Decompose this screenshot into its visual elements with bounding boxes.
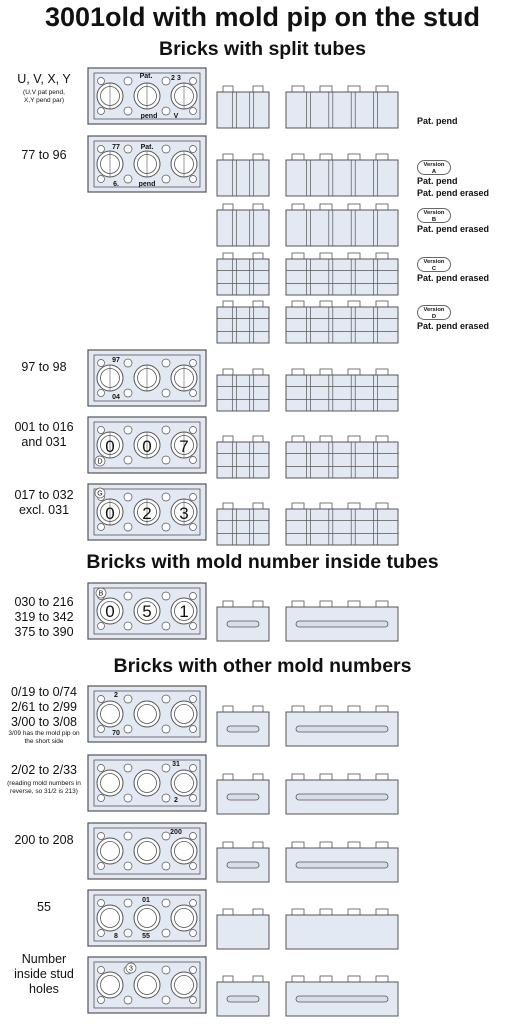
mold-slot bbox=[296, 862, 388, 868]
side-stud bbox=[292, 706, 304, 712]
side-stud bbox=[376, 976, 388, 982]
corner-stud bbox=[190, 457, 197, 464]
row-label: U, V, X, Y (U,V pat pend, X,Y pend par) bbox=[17, 72, 71, 104]
side-stud bbox=[292, 436, 304, 442]
corner-stud bbox=[190, 765, 197, 772]
side-stud bbox=[253, 369, 263, 375]
row-label: 030 to 216 319 to 342 375 to 390 bbox=[14, 595, 74, 639]
side-stud bbox=[292, 976, 304, 982]
small-stud bbox=[124, 456, 132, 464]
corner-stud bbox=[98, 427, 105, 434]
side-stud bbox=[292, 369, 304, 375]
brick-top-view bbox=[88, 823, 206, 879]
corner-stud bbox=[98, 524, 105, 531]
brick-long-side bbox=[286, 259, 398, 295]
side-stud bbox=[376, 253, 388, 259]
brick-top-view bbox=[88, 755, 206, 811]
small-stud bbox=[162, 426, 170, 434]
corner-stud bbox=[98, 390, 105, 397]
brick-long-side bbox=[286, 915, 398, 949]
small-stud bbox=[162, 899, 170, 907]
mold-mark: V bbox=[173, 113, 179, 120]
corner-stud bbox=[190, 967, 197, 974]
side-stud bbox=[348, 436, 360, 442]
mold-mark: 6. bbox=[113, 181, 119, 188]
brick-short-side bbox=[217, 259, 269, 295]
mold-number: 0 bbox=[105, 504, 115, 523]
note: Pat. pend bbox=[417, 116, 458, 126]
side-stud bbox=[320, 253, 332, 259]
small-stud bbox=[162, 695, 170, 703]
side-stud bbox=[320, 774, 332, 780]
corner-stud bbox=[190, 833, 197, 840]
tube-outer bbox=[97, 770, 123, 796]
small-stud bbox=[162, 832, 170, 840]
side-stud bbox=[253, 204, 263, 210]
side-stud bbox=[292, 601, 304, 607]
small-stud bbox=[162, 622, 170, 630]
brick-short-side bbox=[217, 509, 269, 545]
small-stud bbox=[162, 592, 170, 600]
side-stud bbox=[376, 86, 388, 92]
small-stud bbox=[162, 725, 170, 733]
corner-stud bbox=[190, 863, 197, 870]
row-label: 017 to 032 excl. 031 bbox=[14, 488, 74, 517]
row-label: 001 to 016 and 031 bbox=[14, 420, 74, 449]
small-stud bbox=[124, 695, 132, 703]
corner-stud bbox=[190, 900, 197, 907]
small-stud bbox=[162, 966, 170, 974]
mold-mark: 200 bbox=[170, 829, 182, 836]
side-stud bbox=[348, 503, 360, 509]
mold-slot bbox=[227, 794, 259, 800]
mold-slot bbox=[227, 862, 259, 868]
side-stud bbox=[376, 369, 388, 375]
mold-number: 0 bbox=[105, 602, 115, 621]
mold-mark: 70 bbox=[112, 730, 120, 737]
mold-mark: Pat. bbox=[139, 73, 153, 80]
side-stud bbox=[320, 503, 332, 509]
brick-short-side bbox=[217, 442, 269, 478]
mold-mark: 8 bbox=[114, 933, 118, 940]
small-stud bbox=[162, 929, 170, 937]
corner-stud bbox=[98, 833, 105, 840]
side-stud bbox=[320, 204, 332, 210]
side-stud bbox=[253, 436, 263, 442]
mold-mark: 2 bbox=[174, 797, 178, 804]
side-stud bbox=[253, 706, 263, 712]
side-stud bbox=[223, 301, 233, 307]
side-stud bbox=[292, 909, 304, 915]
side-stud bbox=[348, 774, 360, 780]
brick-long-side bbox=[286, 509, 398, 545]
side-stud bbox=[223, 503, 233, 509]
side-stud bbox=[292, 301, 304, 307]
corner-stud bbox=[98, 863, 105, 870]
side-stud bbox=[223, 976, 233, 982]
mold-mark: 77 bbox=[112, 144, 120, 151]
side-stud bbox=[253, 842, 263, 848]
small-stud bbox=[124, 389, 132, 397]
small-stud bbox=[124, 77, 132, 85]
mold-mark: 2 bbox=[171, 75, 175, 82]
corner-stud bbox=[190, 623, 197, 630]
side-stud bbox=[253, 86, 263, 92]
small-stud bbox=[162, 493, 170, 501]
mold-slot bbox=[227, 996, 259, 1002]
side-stud bbox=[376, 154, 388, 160]
side-stud bbox=[223, 204, 233, 210]
corner-stud bbox=[190, 176, 197, 183]
brick-long-side bbox=[286, 375, 398, 411]
side-stud bbox=[376, 601, 388, 607]
row-label: 2/02 to 2/33 (reading mold numbers in reverse, so 31/2 is 213) bbox=[7, 763, 81, 795]
side-stud bbox=[376, 842, 388, 848]
side-stud bbox=[348, 842, 360, 848]
mold-mark: 2 bbox=[114, 692, 118, 699]
brick-short-side bbox=[217, 92, 269, 128]
section-title-mold-inside-tubes: Bricks with mold number inside tubes bbox=[86, 551, 439, 573]
side-stud bbox=[348, 154, 360, 160]
tube-outer bbox=[97, 905, 123, 931]
side-stud bbox=[348, 301, 360, 307]
mold-mark: pend bbox=[140, 113, 158, 120]
side-stud bbox=[320, 601, 332, 607]
mold-slot bbox=[296, 726, 388, 732]
mold-circle-letter: B bbox=[98, 590, 104, 598]
side-stud bbox=[292, 253, 304, 259]
mold-number: 3 bbox=[179, 504, 189, 523]
mold-mark: 31 bbox=[172, 761, 180, 768]
side-stud bbox=[320, 154, 332, 160]
corner-stud bbox=[190, 726, 197, 733]
mold-slot bbox=[296, 794, 388, 800]
side-stud bbox=[376, 204, 388, 210]
small-stud bbox=[124, 929, 132, 937]
side-stud bbox=[223, 842, 233, 848]
corner-stud bbox=[190, 108, 197, 115]
side-stud bbox=[253, 601, 263, 607]
corner-stud bbox=[98, 78, 105, 85]
brick-top-view bbox=[88, 957, 206, 1013]
small-stud bbox=[162, 794, 170, 802]
small-stud bbox=[124, 523, 132, 531]
brick-long-side bbox=[286, 442, 398, 478]
small-stud bbox=[124, 764, 132, 772]
small-stud bbox=[124, 426, 132, 434]
corner-stud bbox=[98, 108, 105, 115]
side-stud bbox=[223, 909, 233, 915]
small-stud bbox=[124, 107, 132, 115]
side-stud bbox=[223, 253, 233, 259]
side-stud bbox=[292, 204, 304, 210]
small-stud bbox=[162, 175, 170, 183]
mold-mark: 55 bbox=[142, 933, 150, 940]
tube-outer bbox=[97, 972, 123, 998]
corner-stud bbox=[98, 765, 105, 772]
brick-long-side bbox=[286, 210, 398, 246]
mold-number: 5 bbox=[142, 602, 152, 621]
brick-top-view bbox=[88, 350, 206, 406]
brick-short-side bbox=[217, 375, 269, 411]
corner-stud bbox=[98, 967, 105, 974]
mold-mark: Pat. bbox=[140, 144, 154, 151]
side-stud bbox=[292, 154, 304, 160]
corner-stud bbox=[190, 360, 197, 367]
side-stud bbox=[223, 601, 233, 607]
corner-stud bbox=[190, 524, 197, 531]
corner-stud bbox=[190, 997, 197, 1004]
small-stud bbox=[124, 359, 132, 367]
brick-long-side bbox=[286, 307, 398, 343]
corner-stud bbox=[190, 146, 197, 153]
corner-stud bbox=[190, 390, 197, 397]
mold-mark: 97 bbox=[112, 357, 120, 364]
side-stud bbox=[320, 301, 332, 307]
small-stud bbox=[162, 764, 170, 772]
corner-stud bbox=[98, 997, 105, 1004]
corner-stud bbox=[190, 593, 197, 600]
side-stud bbox=[320, 909, 332, 915]
corner-stud bbox=[98, 623, 105, 630]
side-stud bbox=[292, 86, 304, 92]
side-stud bbox=[253, 154, 263, 160]
page-title: 3001old with mold pip on the stud bbox=[44, 2, 480, 32]
small-stud bbox=[162, 456, 170, 464]
small-stud bbox=[124, 175, 132, 183]
version-note-d: Version D Pat. pend erased bbox=[417, 307, 490, 331]
side-stud bbox=[348, 204, 360, 210]
side-stud bbox=[348, 976, 360, 982]
corner-stud bbox=[190, 427, 197, 434]
corner-stud bbox=[98, 360, 105, 367]
side-stud bbox=[223, 369, 233, 375]
corner-stud bbox=[190, 494, 197, 501]
row-label: 77 to 96 bbox=[21, 148, 67, 162]
side-stud bbox=[320, 86, 332, 92]
side-stud bbox=[348, 706, 360, 712]
corner-stud bbox=[190, 795, 197, 802]
section-title-split-tubes: Bricks with split tubes bbox=[159, 38, 366, 60]
tube-outer bbox=[97, 838, 123, 864]
mold-slot bbox=[296, 996, 388, 1002]
side-stud bbox=[253, 503, 263, 509]
row-label: Number inside stud holes bbox=[14, 952, 74, 996]
side-stud bbox=[253, 301, 263, 307]
side-stud bbox=[376, 706, 388, 712]
corner-stud bbox=[98, 146, 105, 153]
brick-top-view bbox=[88, 686, 206, 742]
side-stud bbox=[292, 503, 304, 509]
version-badge: Version B bbox=[417, 208, 451, 223]
brick-long-side bbox=[286, 160, 398, 196]
corner-stud bbox=[190, 930, 197, 937]
small-stud bbox=[124, 862, 132, 870]
small-stud bbox=[124, 996, 132, 1004]
tube-outer bbox=[97, 701, 123, 727]
small-stud bbox=[124, 832, 132, 840]
side-stud bbox=[320, 976, 332, 982]
mold-circle-letter: 3 bbox=[129, 965, 133, 973]
corner-stud bbox=[98, 900, 105, 907]
brick-short-side bbox=[217, 307, 269, 343]
small-stud bbox=[162, 389, 170, 397]
side-stud bbox=[292, 842, 304, 848]
side-stud bbox=[376, 909, 388, 915]
section-title-other-mold-numbers: Bricks with other mold numbers bbox=[113, 655, 412, 677]
version-badge: Version A bbox=[417, 160, 451, 175]
side-stud bbox=[320, 369, 332, 375]
version-note-b: Version B Pat. pend erased bbox=[417, 210, 490, 234]
mold-mark: 01 bbox=[142, 897, 150, 904]
side-stud bbox=[253, 909, 263, 915]
side-stud bbox=[253, 976, 263, 982]
row-label: 97 to 98 bbox=[21, 360, 67, 374]
small-stud bbox=[124, 145, 132, 153]
small-stud bbox=[124, 493, 132, 501]
side-stud bbox=[348, 86, 360, 92]
side-stud bbox=[348, 601, 360, 607]
version-note-a: Version A Pat. pend Pat. pend erased bbox=[417, 162, 490, 198]
side-stud bbox=[320, 436, 332, 442]
mold-number: 0 bbox=[105, 437, 115, 456]
mold-slot bbox=[296, 621, 388, 627]
corner-stud bbox=[98, 726, 105, 733]
side-stud bbox=[348, 909, 360, 915]
mold-number: 7 bbox=[179, 437, 189, 456]
small-stud bbox=[162, 107, 170, 115]
small-stud bbox=[124, 899, 132, 907]
mold-number: 0 bbox=[142, 437, 152, 456]
mold-mark: pend bbox=[138, 181, 156, 188]
brick-short-side bbox=[217, 160, 269, 196]
corner-stud bbox=[98, 176, 105, 183]
small-stud bbox=[124, 794, 132, 802]
mold-slot bbox=[227, 621, 259, 627]
mold-circle-letter: D bbox=[97, 458, 103, 466]
brick-short-side bbox=[217, 210, 269, 246]
side-stud bbox=[292, 774, 304, 780]
small-stud bbox=[162, 145, 170, 153]
side-stud bbox=[223, 86, 233, 92]
mold-number: 1 bbox=[179, 602, 189, 621]
small-stud bbox=[162, 77, 170, 85]
version-badge: Version C bbox=[417, 257, 451, 272]
corner-stud bbox=[190, 696, 197, 703]
row-label: 55 bbox=[37, 900, 51, 914]
version-badge: Version D bbox=[417, 305, 451, 320]
mold-circle-letter: G bbox=[97, 490, 103, 498]
side-stud bbox=[223, 436, 233, 442]
brick-short-side bbox=[217, 915, 269, 949]
side-stud bbox=[253, 774, 263, 780]
version-note-c: Version C Pat. pend erased bbox=[417, 259, 490, 283]
side-stud bbox=[376, 503, 388, 509]
small-stud bbox=[162, 523, 170, 531]
side-stud bbox=[320, 706, 332, 712]
small-stud bbox=[124, 725, 132, 733]
corner-stud bbox=[98, 930, 105, 937]
mold-mark: 04 bbox=[112, 394, 120, 401]
side-stud bbox=[376, 774, 388, 780]
small-stud bbox=[124, 592, 132, 600]
small-stud bbox=[162, 862, 170, 870]
corner-stud bbox=[98, 696, 105, 703]
corner-stud bbox=[190, 78, 197, 85]
side-stud bbox=[223, 774, 233, 780]
small-stud bbox=[162, 996, 170, 1004]
side-stud bbox=[348, 369, 360, 375]
row-label: 0/19 to 0/74 2/61 to 2/99 3/00 to 3/08 3/09 has the mold pip on the short side bbox=[8, 685, 80, 745]
side-stud bbox=[376, 301, 388, 307]
mold-number: 2 bbox=[142, 504, 152, 523]
row-label: 200 to 208 bbox=[14, 833, 74, 847]
side-stud bbox=[223, 154, 233, 160]
mold-slot bbox=[227, 726, 259, 732]
small-stud bbox=[162, 359, 170, 367]
side-stud bbox=[376, 436, 388, 442]
mold-mark: 3 bbox=[177, 75, 181, 82]
side-stud bbox=[223, 706, 233, 712]
corner-stud bbox=[98, 795, 105, 802]
small-stud bbox=[124, 622, 132, 630]
side-stud bbox=[320, 842, 332, 848]
side-stud bbox=[253, 253, 263, 259]
side-stud bbox=[348, 253, 360, 259]
brick-long-side bbox=[286, 92, 398, 128]
